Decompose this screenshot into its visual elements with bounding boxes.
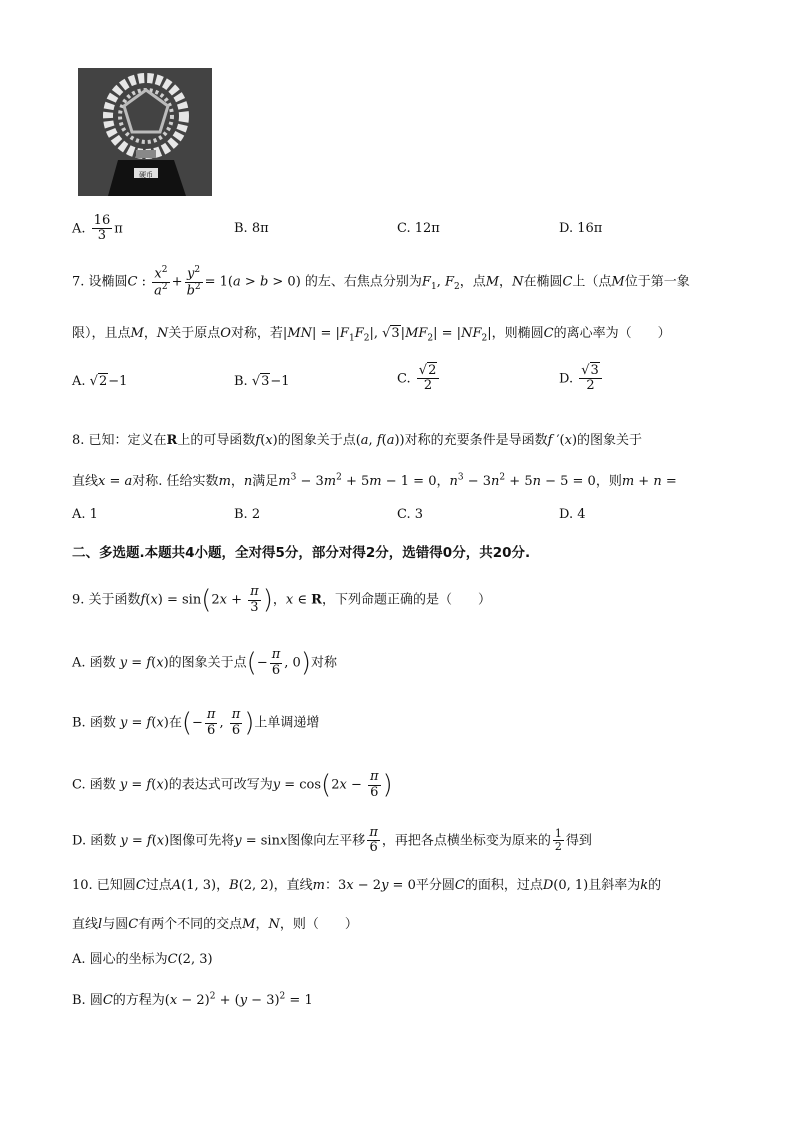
q9-option-c: C. 函数 y = f(x)的表达式可改写为y = cos(2x − $\frac{\pi}{6}$ ) (72, 769, 393, 800)
q10-l2c: 有两个不同的交点 (138, 917, 243, 932)
q6-option-a (72, 214, 123, 244)
q9-b-b: 在 (168, 715, 182, 731)
q7-l2c: 对称，若 (230, 326, 283, 341)
q7-tail: ，点 (459, 274, 486, 290)
q9-d-c: 图像向左平移 (287, 833, 366, 849)
q7-end: 在椭圆 (523, 274, 563, 290)
q8-option-c: C. 3 (397, 507, 424, 522)
q7-suffix: 的左、右焦点分别为 (304, 274, 422, 290)
q10-l2d: ，则（ ） (279, 917, 358, 932)
q10-b-b: 的方程为 (112, 993, 165, 1008)
q10-l1d: ，直线 (273, 878, 313, 893)
q7-option-a: A. √2−1 (72, 374, 128, 389)
q9-a-a: A. 函数 (72, 655, 116, 671)
q9-option-a: A. 函数 y = f(x)的图象关于点(− $\frac{\pi}{6}$ , 0)对称 (72, 647, 337, 678)
q9-option-b: B. 函数 y = f(x)在(− $\frac{\pi}{6}$ , $\frac{\pi}{6}$ )上单调递增 (72, 707, 320, 738)
q6-option-a-pi: π (114, 221, 123, 237)
q6-option-d: D. 16π (559, 221, 603, 236)
q8-stem-line1: 8. 已知：定义在R上的可导函数f(x)的图象关于点(a, f(a))对称的充要条件是导函数f ′(x)的图象关于 (72, 433, 643, 448)
q9-stem-a: 9. 关于函数 (72, 592, 141, 608)
q8-l2b: 对称. 任给实数 (132, 474, 219, 489)
q7-l2d: ，则椭圆 (491, 326, 544, 341)
q6-option-b: B. 8π (234, 221, 269, 236)
q7-option-d-label: D. (559, 371, 574, 387)
q7-option-b: B. √3−1 (234, 374, 290, 389)
q9-stem: 9. 关于函数f(x) = sin(2x + $\frac{\pi}{3}$ )，x ∈ R，下列命题正确的是（ ） (72, 584, 491, 615)
q8-l1d: 对称的充要条件是导函数 (404, 433, 548, 448)
q9-c-b: 的表达式可改写为 (168, 777, 273, 793)
q9-d-a: D. 函数 (72, 833, 117, 849)
q6-option-a-label: A. (72, 221, 86, 237)
q10-l2a: 直线 (72, 917, 99, 932)
q8-option-d: D. 4 (559, 507, 586, 522)
q7-stem-line2: 限），且点M，N关于原点O对称，若$|MN| = |F_1F_2|$, $√3|MF_2| = |NF_2|$，则椭圆C的离心率为（ ） (72, 326, 671, 344)
q7-option-a-value: −1 (108, 374, 128, 389)
q10-l1a: 10. 已知圆 (72, 878, 136, 893)
q7-option-b-value: −1 (270, 374, 290, 389)
q7-option-c: C. $\frac{√2}{2}$ (397, 364, 441, 394)
q7-final: 位于第一象 (624, 274, 690, 290)
photo-caption: 硬币 (139, 171, 153, 179)
coin-sculpture-image (78, 68, 212, 196)
q9-a-c: 对称 (310, 655, 337, 671)
q7-l2b: 关于原点 (168, 326, 221, 341)
q7-option-d: D. $\frac{√3}{2}$ (559, 364, 604, 394)
q10-option-a: A. 圆心的坐标为C(2, 3) (72, 952, 213, 967)
q6-option-c: C. 12π (397, 221, 440, 236)
q8-option-a: A. 1 (72, 507, 98, 522)
q8-l1c: 的图象关于点 (277, 433, 356, 448)
section2-heading: 二、多选题.本题共4小题，全对得5分，部分对得2分，选错得0分，共20分. (72, 545, 531, 561)
q9-c-a: C. 函数 (72, 777, 116, 793)
q8-l2f: ，则 (595, 474, 622, 489)
q9-option-d: D. 函数 y = f(x)图像可先将y = sinx图像向左平移 $\frac{\pi}{6}$ ，再把各点横坐标变为原来的 $\frac{1}{2}$ 得到 (72, 825, 592, 856)
q10-l1h: 的 (648, 878, 662, 893)
q7-option-a-label: A. (72, 374, 86, 389)
q7-l2e: 的离心率为（ ） (553, 326, 671, 341)
q6-option-a-denominator: 3 (97, 228, 107, 244)
q10-l2b: 与圆 (102, 917, 129, 932)
coin-sculpture-photo (78, 68, 212, 196)
q9-stem-b: ，下列命题正确的是（ ） (321, 592, 491, 608)
q8-stem-line2: 直线x = a对称. 任给实数m，n满足$m^3 - 3m^2 + 5m - 1 = 0$，$n^3 - 3n^2 + 5n - 5 = 0$，则m + n = (72, 472, 677, 489)
q9-b-c: 上单调递增 (254, 715, 320, 731)
q10-stem-line1: 10. 已知圆C过点A(1, 3)，B(2, 2)，直线m：3x − 2y = 0平分圆C的面积，过点D(0, 1)且斜率为k的 (72, 878, 662, 893)
q10-stem-line2: 直线l与圆C有两个不同的交点M，N，则（ ） (72, 917, 358, 932)
q9-d-e: 得到 (565, 833, 592, 849)
q9-d-b: 图像可先将 (169, 833, 235, 849)
q8-l1e: 的图象关于 (577, 433, 643, 448)
q10-l1f: 的面积，过点 (464, 878, 543, 893)
q10-option-b: B. 圆C的方程为$(x - 2)^2 + (y - 3)^2 = 1$ (72, 991, 313, 1008)
q9-a-b: 的图象关于点 (168, 655, 247, 671)
q7-last: 上（点 (572, 274, 612, 290)
q8-l2d: 满足 (252, 474, 279, 489)
q8-l1a: 8. 已知：定义在 (72, 433, 167, 448)
q8-l2a: 直线 (72, 474, 99, 489)
q9-d-d: ，再把各点横坐标变为原来的 (381, 833, 551, 849)
q7-prefix: 7. 设椭圆 (72, 274, 128, 290)
q7-stem-line1: 7. 设椭圆C : $\frac{x^2}{a^2}$ + $\frac{y^2}{b^2}$ = 1(a > b > 0) 的左、右焦点分别为$F_1$, $F_2$，点M，N在椭圆C上（点M位于第一象 (72, 265, 690, 298)
q7-option-c-label: C. (397, 371, 411, 387)
q10-l1c: ， (216, 878, 230, 893)
q7-option-b-label: B. (234, 374, 248, 389)
q10-l1e: 平分圆 (415, 878, 455, 893)
q10-a-a: A. 圆心的坐标为 (72, 952, 168, 967)
q7-l2a: 限），且点 (72, 326, 131, 341)
q8-option-b: B. 2 (234, 507, 261, 522)
q10-b-a: B. 圆 (72, 993, 103, 1008)
q8-l2e: ， (436, 474, 450, 489)
q8-l1b: 上的可导函数 (177, 433, 256, 448)
q6-option-a-numerator: 16 (93, 213, 111, 228)
q10-l1b: 过点 (145, 878, 172, 893)
q9-b-a: B. 函数 (72, 715, 116, 731)
q8-l2c: ， (230, 474, 244, 489)
q10-l1g: 且斜率为 (588, 878, 641, 893)
